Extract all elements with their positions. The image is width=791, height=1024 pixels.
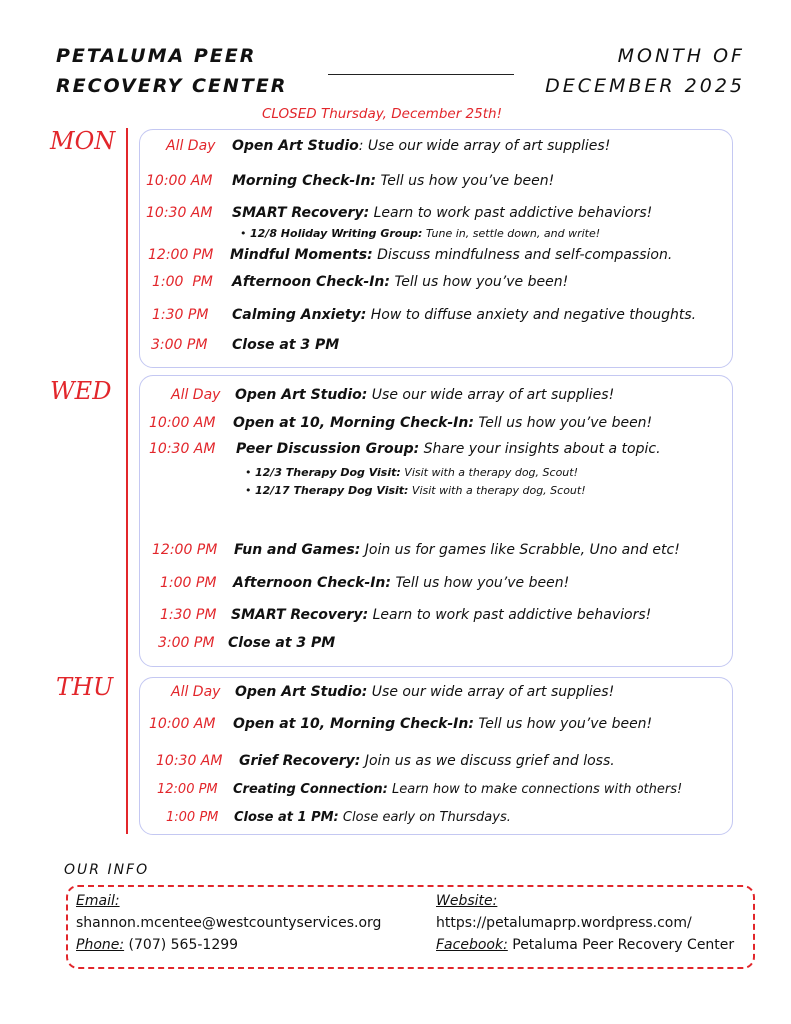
event-desc: Tell us how you’ve been! — [391, 575, 570, 591]
event-row — [152, 273, 568, 291]
event-desc: Tell us how you’ve been! — [473, 716, 653, 732]
event-row — [149, 440, 661, 458]
event-name: Open at 10, Morning Check-In: — [233, 415, 474, 431]
facebook-link[interactable]: Petaluma Peer Recovery Center — [507, 937, 735, 953]
event-desc: Share your insights about a topic. — [419, 441, 661, 457]
sub-item — [245, 466, 578, 480]
bullet-icon: • — [245, 466, 252, 479]
website-label: Website: — [436, 893, 498, 909]
event-row — [152, 541, 680, 559]
event-time: 12:00 PM — [152, 542, 218, 558]
event-time: 12:00 PM — [157, 782, 218, 797]
event-name: Mindful Moments: — [230, 247, 373, 263]
email-link[interactable]: shannon.mcentee@westcountyservices.org — [76, 915, 382, 931]
event-desc: Use our wide array of art supplies! — [367, 684, 615, 700]
event-time: 10:30 AM — [149, 441, 216, 457]
event-row — [158, 634, 335, 652]
event-desc: How to diffuse anxiety and negative thoughts. — [366, 307, 697, 323]
month-label: MONTH OF — [617, 45, 745, 67]
event-desc: Tell us how you’ve been! — [473, 415, 653, 431]
sub-item — [245, 484, 586, 498]
event-time: 1:30 PM — [160, 607, 217, 623]
event-time: 1:00 PM — [152, 274, 213, 290]
event-desc: : Use our wide array of art supplies! — [358, 138, 611, 154]
month-value: DECEMBER 2025 — [545, 75, 745, 97]
phone-label: Phone: — [76, 937, 125, 953]
event-name: Morning Check-In: — [232, 173, 377, 189]
event-row — [166, 137, 610, 155]
bullet-icon: • — [245, 484, 252, 497]
event-row — [149, 414, 652, 432]
event-time: 10:30 AM — [156, 753, 223, 769]
event-name: Calming Anxiety: — [232, 307, 367, 323]
sub-item-desc: Tune in, settle down, and write! — [422, 227, 601, 240]
event-desc: Join us as we discuss grief and loss. — [360, 753, 615, 769]
event-row — [151, 336, 339, 354]
event-desc: Tell us how you’ve been! — [390, 274, 569, 290]
event-time: All Day — [171, 387, 221, 403]
event-name: Fun and Games: — [234, 542, 361, 558]
timeline-divider — [126, 128, 128, 834]
event-row — [160, 606, 651, 624]
org-name-line1: PETALUMA PEER — [56, 45, 257, 67]
event-desc: Use our wide array of art supplies! — [367, 387, 615, 403]
event-time: 1:30 PM — [152, 307, 209, 323]
facebook-row — [436, 936, 734, 954]
event-row — [146, 204, 652, 222]
event-name: Open Art Studio: — [235, 684, 368, 700]
event-name: Afternoon Check-In: — [233, 575, 391, 591]
event-name: Close at 3 PM — [232, 337, 340, 353]
event-desc: Discuss mindfulness and self-compassion. — [372, 247, 673, 263]
event-time: 10:00 AM — [149, 415, 216, 431]
event-time: All Day — [171, 684, 221, 700]
event-name: Grief Recovery: — [239, 753, 361, 769]
event-row — [171, 386, 614, 404]
event-row — [160, 574, 569, 592]
event-desc: Learn how to make connections with others! — [387, 782, 683, 797]
day-label-thu: THU — [56, 673, 114, 701]
event-time: 10:00 AM — [149, 716, 216, 732]
day-label-wed: WED — [50, 377, 112, 405]
event-desc: Tell us how you’ve been! — [376, 173, 555, 189]
event-name: Close at 3 PM — [228, 635, 336, 651]
event-name: Open Art Studio: — [235, 387, 368, 403]
header-divider — [328, 74, 514, 75]
event-row — [157, 781, 682, 799]
event-time: All Day — [166, 138, 216, 154]
event-row — [171, 683, 614, 701]
event-name: SMART Recovery: — [231, 607, 369, 623]
event-desc: Join us for games like Scrabble, Uno and etc! — [360, 542, 680, 558]
event-desc: Learn to work past addictive behaviors! — [369, 205, 653, 221]
event-row — [166, 809, 511, 827]
sub-item-desc: Visit with a therapy dog, Scout! — [408, 484, 586, 497]
event-name: Open at 10, Morning Check-In: — [233, 716, 474, 732]
phone-value[interactable]: (707) 565-1299 — [124, 937, 239, 953]
info-title: OUR INFO — [64, 862, 150, 878]
sub-item-name: 12/3 Therapy Dog Visit: — [255, 466, 401, 479]
event-time: 3:00 PM — [158, 635, 215, 651]
sub-item — [240, 227, 600, 241]
email-label: Email: — [76, 893, 120, 909]
event-row — [156, 752, 615, 770]
event-name: Open Art Studio — [232, 138, 359, 154]
closed-notice: CLOSED Thursday, December 25th! — [262, 106, 502, 122]
event-name: Afternoon Check-In: — [232, 274, 390, 290]
sub-item-name: 12/17 Therapy Dog Visit: — [255, 484, 409, 497]
org-name-line2: RECOVERY CENTER — [56, 75, 288, 97]
event-name: Peer Discussion Group: — [236, 441, 420, 457]
event-time: 10:30 AM — [146, 205, 213, 221]
event-desc: Learn to work past addictive behaviors! — [368, 607, 652, 623]
event-name: Creating Connection: — [233, 782, 388, 797]
sub-item-desc: Visit with a therapy dog, Scout! — [400, 466, 578, 479]
website-link[interactable]: https://petalumaprp.wordpress.com/ — [436, 915, 692, 931]
event-time: 1:00 PM — [160, 575, 217, 591]
event-time: 12:00 PM — [148, 247, 214, 263]
facebook-label: Facebook: — [436, 937, 508, 953]
event-desc: Close early on Thursdays. — [338, 810, 511, 825]
event-name: SMART Recovery: — [232, 205, 370, 221]
bullet-icon: • — [240, 227, 247, 240]
phone-row — [76, 936, 238, 954]
event-name: Close at 1 PM: — [234, 810, 339, 825]
event-row — [148, 246, 672, 264]
event-row — [152, 306, 696, 324]
event-row — [146, 172, 554, 190]
event-time: 3:00 PM — [151, 337, 208, 353]
event-time: 1:00 PM — [166, 810, 219, 825]
event-row — [149, 715, 652, 733]
event-time: 10:00 AM — [146, 173, 213, 189]
day-label-mon: MON — [50, 127, 116, 155]
sub-item-name: 12/8 Holiday Writing Group: — [250, 227, 423, 240]
